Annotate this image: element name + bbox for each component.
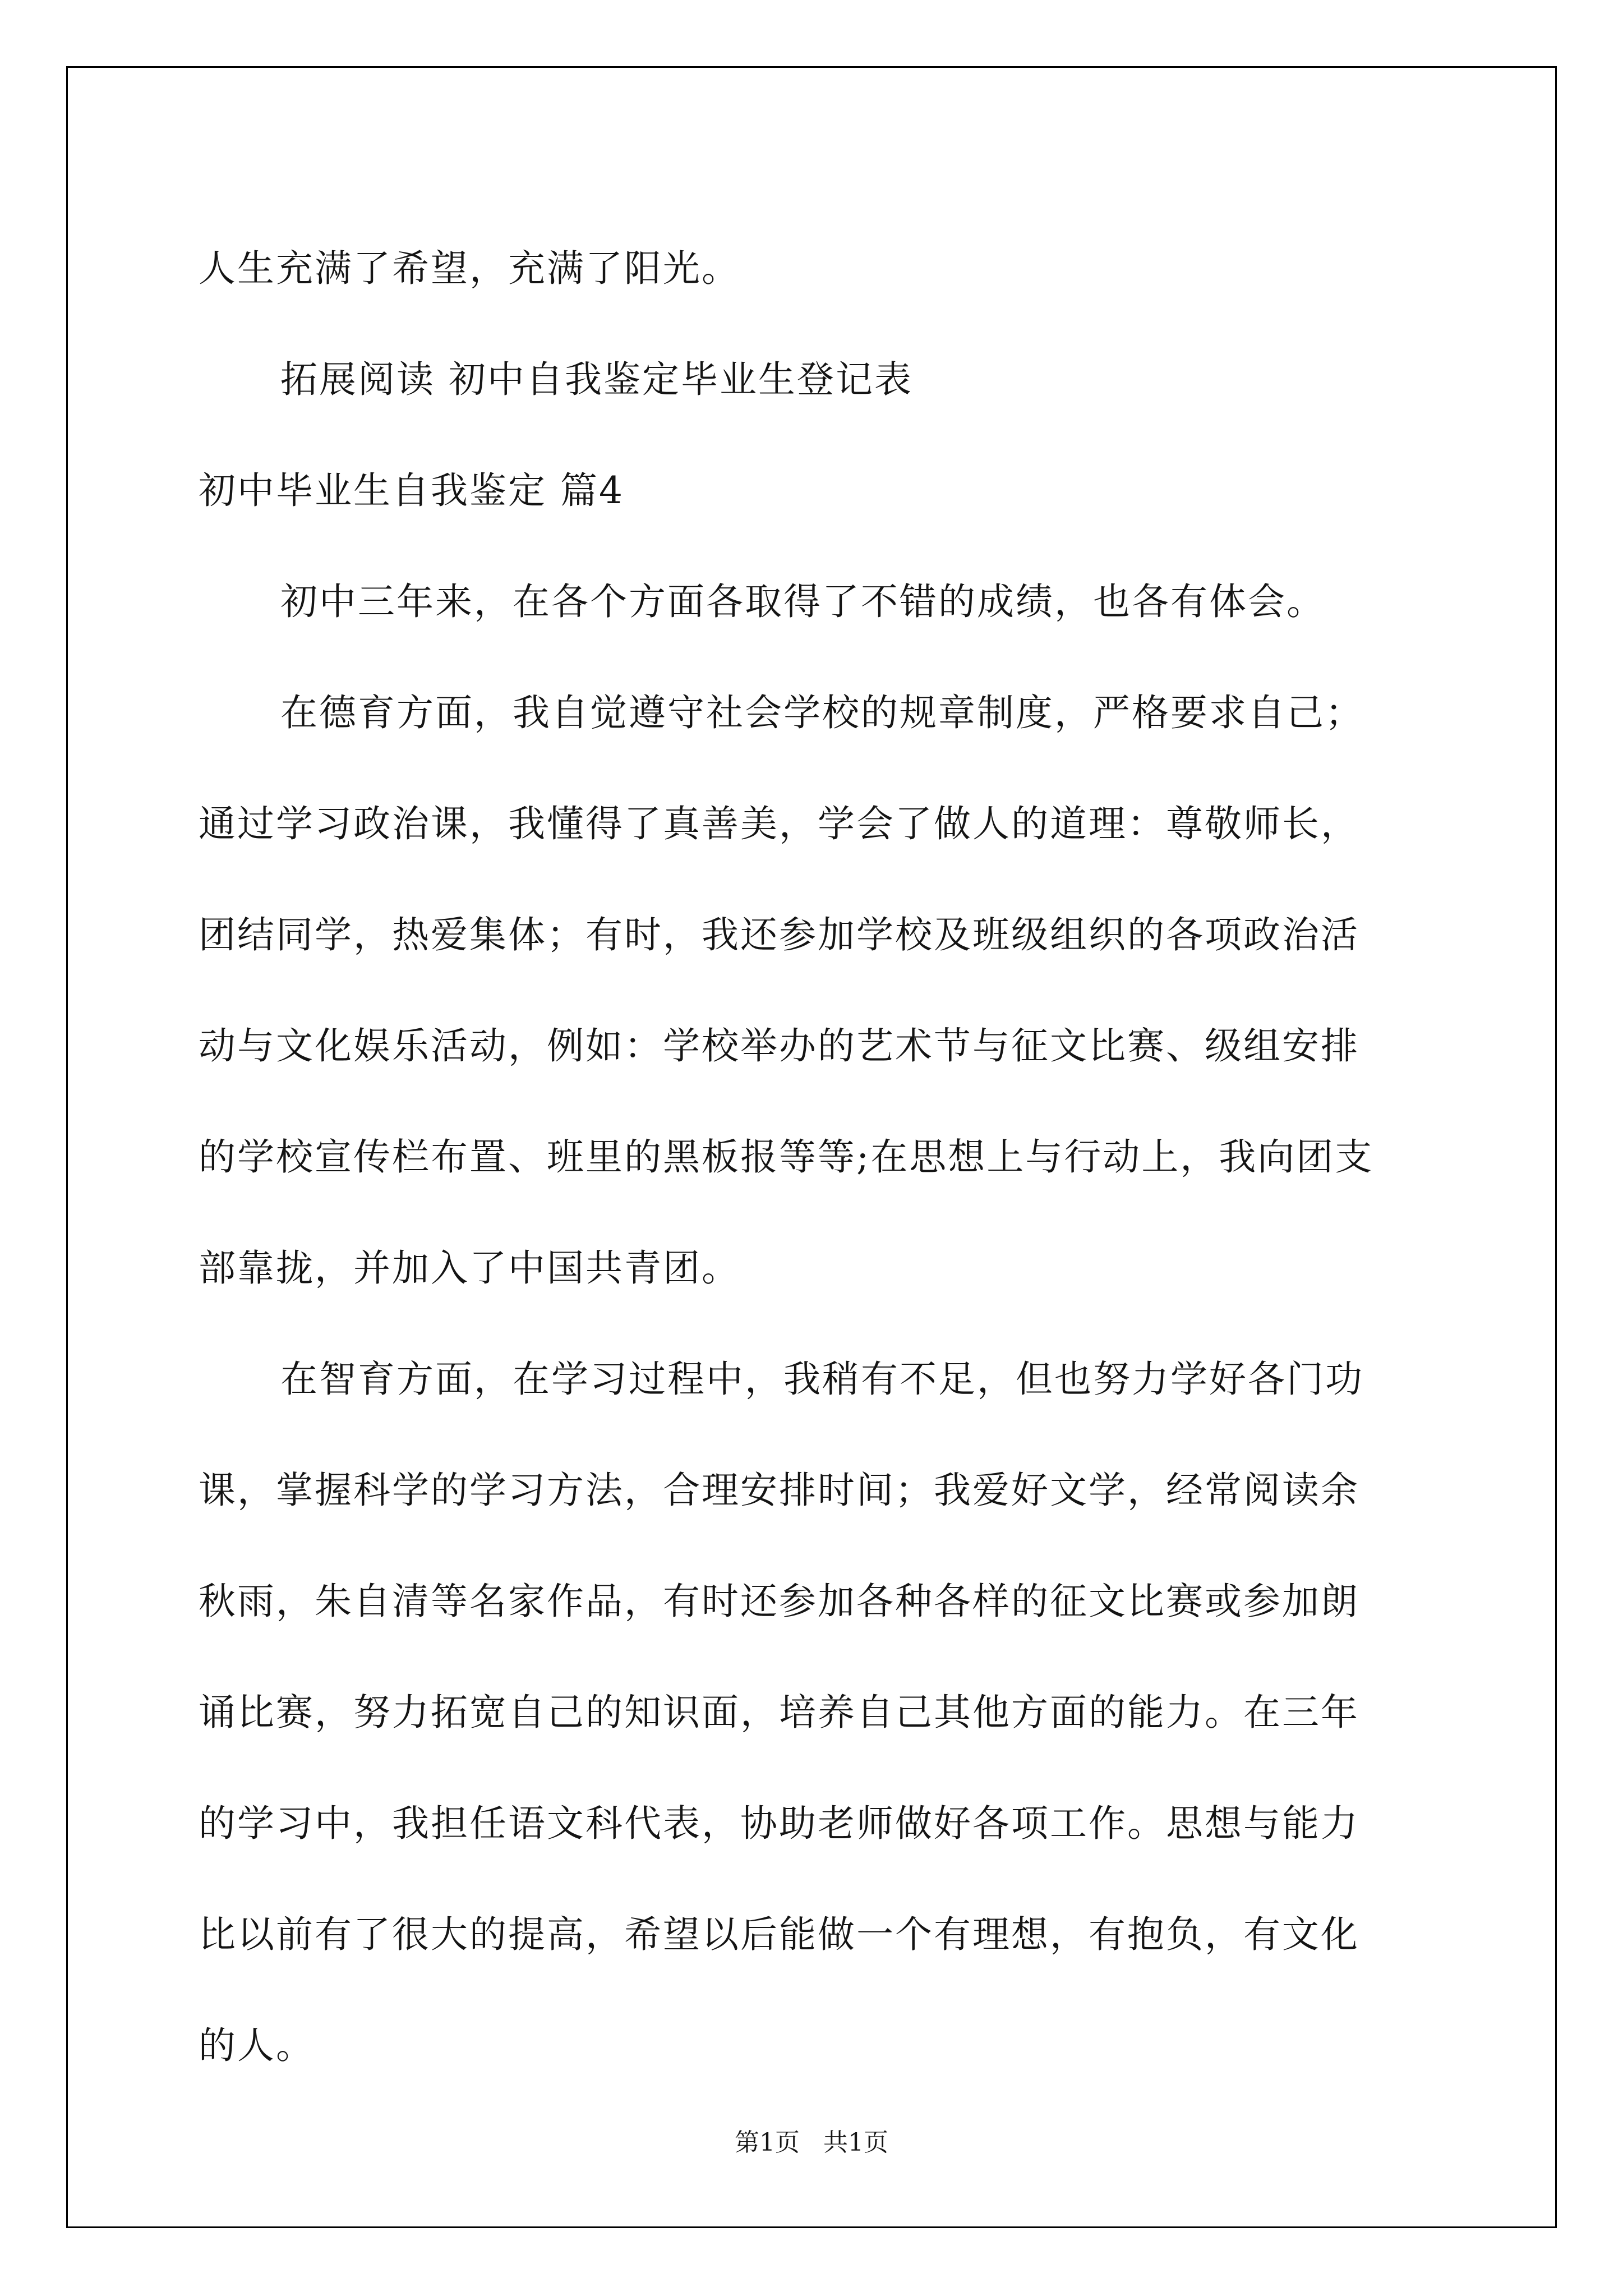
text-line: 比以前有了很大的提高，希望以后能做一个有理想，有抱负，有文化 bbox=[199, 1913, 1359, 1956]
text-line: 初中三年来，在各个方面各取得了不错的成绩，也各有体会。 bbox=[280, 580, 1325, 623]
text-line: 的学校宣传栏布置、班里的黑板报等等;在思想上与行动上，我向团支 bbox=[199, 1135, 1374, 1179]
text-line: 通过学习政治课，我懂得了真善美，学会了做人的道理：尊敬师长， bbox=[199, 802, 1359, 845]
text-line: 诵比赛，努力拓宽自己的知识面，培养自己其他方面的能力。在三年 bbox=[199, 1691, 1359, 1734]
text-line: 动与文化娱乐活动，例如：学校举办的艺术节与征文比赛、级组安排 bbox=[199, 1024, 1359, 1068]
text-line: 部靠拢，并加入了中国共青团。 bbox=[199, 1246, 740, 1290]
text-line: 的学习中，我担任语文科代表，协助老师做好各项工作。思想与能力 bbox=[199, 1802, 1359, 1845]
text-line: 在智育方面，在学习过程中，我稍有不足，但也努力学好各门功 bbox=[280, 1358, 1364, 1401]
text-line: 人生充满了希望，充满了阳光。 bbox=[199, 247, 740, 290]
text-line: 的人。 bbox=[199, 2024, 315, 2067]
page-footer: 第1页 共1页 bbox=[735, 2128, 888, 2157]
document-body bbox=[199, 213, 1432, 2101]
text-line: 课，掌握科学的学习方法，合理安排时间；我爱好文学，经常阅读余 bbox=[199, 1469, 1359, 1512]
text-line: 团结同学，热爱集体；有时，我还参加学校及班级组织的各项政治活 bbox=[199, 913, 1359, 956]
extended-reading-line: 拓展阅读 初中自我鉴定毕业生登记表 bbox=[280, 358, 913, 401]
section-heading: 初中毕业生自我鉴定 篇4 bbox=[199, 469, 624, 512]
text-line: 秋雨，朱自清等名家作品，有时还参加各种各样的征文比赛或参加朗 bbox=[199, 1580, 1359, 1623]
text-line: 在德育方面，我自觉遵守社会学校的规章制度，严格要求自己； bbox=[280, 691, 1364, 734]
